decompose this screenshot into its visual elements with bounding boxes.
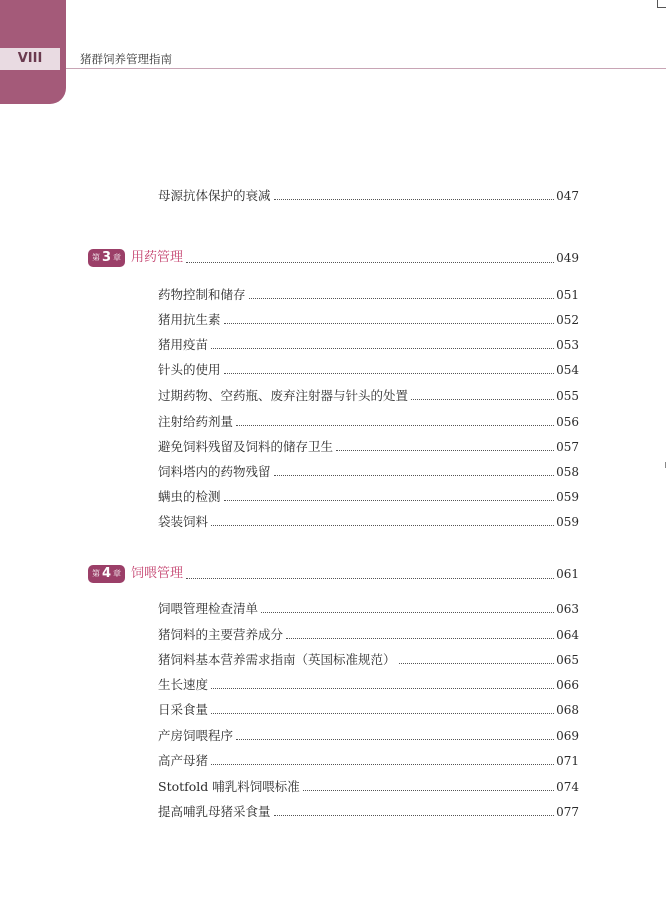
dot-leader bbox=[186, 578, 554, 579]
dot-leader bbox=[274, 199, 555, 200]
chapter-number: 3 bbox=[102, 250, 112, 265]
toc-entry[interactable] bbox=[158, 358, 579, 378]
toc-entry[interactable] bbox=[158, 485, 579, 505]
dot-leader bbox=[249, 298, 555, 299]
toc-entry-page: 055 bbox=[556, 389, 579, 403]
toc-entry-title: 猪用抗生素 bbox=[158, 312, 221, 327]
dot-leader bbox=[186, 262, 554, 263]
toc-entry-title: 日采食量 bbox=[158, 702, 209, 717]
chapter-heading[interactable] bbox=[88, 561, 579, 583]
dot-leader bbox=[261, 612, 554, 613]
dot-leader bbox=[224, 500, 555, 501]
toc-entry[interactable] bbox=[158, 184, 579, 204]
toc-entry-page: 056 bbox=[556, 415, 579, 429]
toc-entry[interactable] bbox=[158, 698, 579, 718]
toc-entry[interactable] bbox=[158, 410, 579, 430]
chapter-heading[interactable] bbox=[88, 245, 579, 267]
toc-entry-title: 母源抗体保护的衰减 bbox=[158, 188, 271, 203]
chapter-page: 061 bbox=[556, 567, 579, 581]
toc-entry-title: 产房饲喂程序 bbox=[158, 728, 234, 743]
toc-entry-page: 077 bbox=[556, 805, 579, 819]
dot-leader bbox=[236, 739, 554, 740]
toc-entry[interactable] bbox=[158, 648, 579, 668]
toc-entry-page: 053 bbox=[556, 338, 579, 352]
dot-leader bbox=[274, 815, 555, 816]
toc-entry[interactable] bbox=[158, 724, 579, 744]
toc-entry-title: 药物控制和储存 bbox=[158, 287, 246, 302]
dot-leader bbox=[303, 790, 554, 791]
toc-entry-title: 提高哺乳母猪采食量 bbox=[158, 804, 271, 819]
toc-entry[interactable] bbox=[158, 435, 579, 455]
toc-entry[interactable] bbox=[158, 673, 579, 693]
toc-entry-title: 饲料塔内的药物残留 bbox=[158, 464, 271, 479]
toc-entry[interactable] bbox=[158, 749, 579, 769]
toc-entry[interactable] bbox=[158, 597, 579, 617]
chapter-number: 4 bbox=[102, 566, 112, 581]
toc-entry-page: 047 bbox=[556, 189, 579, 203]
dot-leader bbox=[211, 348, 554, 349]
toc-entry[interactable] bbox=[158, 333, 579, 353]
toc-entry-page: 063 bbox=[556, 602, 579, 616]
chapter-title: 用药管理 bbox=[131, 250, 184, 265]
dot-leader bbox=[224, 373, 555, 374]
toc-entry-title: 袋装饲料 bbox=[158, 514, 209, 529]
running-title: 猪群饲养管理指南 bbox=[80, 52, 172, 66]
toc-entry-title: 过期药物、空药瓶、废弃注射器与针头的处置 bbox=[158, 388, 409, 403]
dot-leader bbox=[274, 475, 555, 476]
badge-suffix: 章 bbox=[113, 253, 122, 262]
toc-entry-page: 065 bbox=[556, 653, 579, 667]
toc-entry[interactable] bbox=[158, 775, 579, 795]
chapter-title: 饲喂管理 bbox=[131, 566, 184, 581]
toc-entry-title: 针头的使用 bbox=[158, 362, 221, 377]
toc-entry-page: 058 bbox=[556, 465, 579, 479]
toc-entry-title: 避免饲料残留及饲料的储存卫生 bbox=[158, 439, 334, 454]
toc-entry-page: 059 bbox=[556, 515, 579, 529]
toc-entry-page: 052 bbox=[556, 313, 579, 327]
dot-leader bbox=[411, 399, 554, 400]
dot-leader bbox=[224, 323, 555, 324]
toc-entry-page: 051 bbox=[556, 288, 579, 302]
toc-entry-title: 猪用疫苗 bbox=[158, 337, 209, 352]
toc-entry[interactable] bbox=[158, 460, 579, 480]
toc-entry-page: 068 bbox=[556, 703, 579, 717]
toc-entry-title: 生长速度 bbox=[158, 677, 209, 692]
toc-entry[interactable] bbox=[158, 800, 579, 820]
badge-suffix: 章 bbox=[113, 569, 122, 578]
chapter-page: 049 bbox=[556, 251, 579, 265]
toc-entry-page: 064 bbox=[556, 628, 579, 642]
toc-entry-page: 059 bbox=[556, 490, 579, 504]
toc-entry-title: 饲喂管理检查清单 bbox=[158, 601, 259, 616]
badge-prefix: 第 bbox=[92, 569, 100, 578]
toc-entry-page: 054 bbox=[556, 363, 579, 377]
dot-leader bbox=[336, 450, 554, 451]
toc-entry-page: 074 bbox=[556, 780, 579, 794]
chapter-badge bbox=[88, 249, 125, 267]
toc-entry-title: 猪饲料的主要营养成分 bbox=[158, 627, 284, 642]
badge-prefix: 第 bbox=[92, 253, 100, 262]
toc-entry-page: 069 bbox=[556, 729, 579, 743]
toc-entry[interactable] bbox=[158, 308, 579, 328]
toc-entry-title: 螨虫的检测 bbox=[158, 489, 221, 504]
toc-entry[interactable] bbox=[158, 283, 579, 303]
toc-entry-title: Stotfold 哺乳料饲喂标准 bbox=[158, 779, 300, 794]
toc-entry[interactable] bbox=[158, 384, 579, 404]
toc-entry[interactable] bbox=[158, 623, 579, 643]
toc-entry-title: 高产母猪 bbox=[158, 753, 209, 768]
toc-entry-title: 注射给药剂量 bbox=[158, 414, 234, 429]
dot-leader bbox=[211, 764, 554, 765]
toc-entry-page: 066 bbox=[556, 678, 579, 692]
dot-leader bbox=[211, 525, 554, 526]
dot-leader bbox=[286, 638, 554, 639]
toc-entry[interactable] bbox=[158, 510, 579, 530]
dot-leader bbox=[211, 713, 554, 714]
toc-entry-page: 057 bbox=[556, 440, 579, 454]
toc-entry-page: 071 bbox=[556, 754, 579, 768]
toc-entry-title: 猪饲料基本营养需求指南（英国标准规范） bbox=[158, 652, 396, 667]
chapter-badge bbox=[88, 565, 125, 583]
dot-leader bbox=[236, 425, 554, 426]
page-number: VIII bbox=[0, 48, 60, 70]
dot-leader bbox=[211, 688, 554, 689]
dot-leader bbox=[399, 663, 555, 664]
